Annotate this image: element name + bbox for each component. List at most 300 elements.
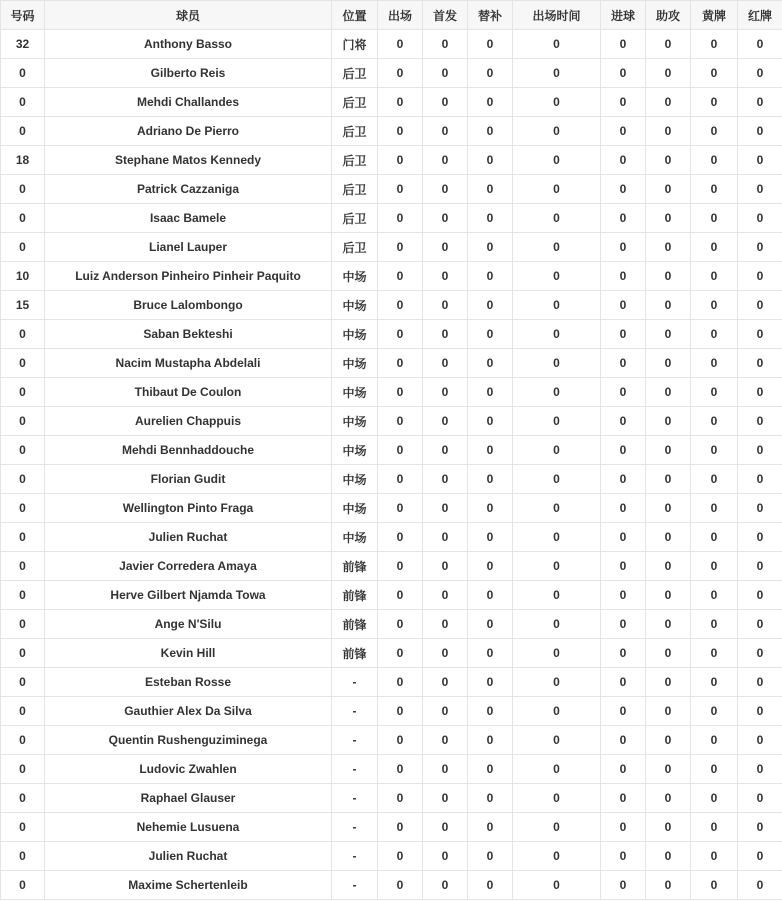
cell-goals: 0 [601, 842, 646, 871]
cell-assists: 0 [646, 320, 691, 349]
cell-number: 0 [1, 610, 45, 639]
cell-red: 0 [738, 755, 782, 784]
cell-minutes: 0 [513, 59, 601, 88]
cell-red: 0 [738, 465, 782, 494]
table-row [1, 726, 782, 755]
cell-apps: 0 [378, 639, 423, 668]
cell-assists: 0 [646, 668, 691, 697]
cell-subs: 0 [468, 436, 513, 465]
cell-apps: 0 [378, 755, 423, 784]
cell-yellow: 0 [691, 813, 738, 842]
cell-minutes: 0 [513, 88, 601, 117]
cell-goals: 0 [601, 407, 646, 436]
cell-apps: 0 [378, 436, 423, 465]
cell-assists: 0 [646, 813, 691, 842]
cell-apps: 0 [378, 117, 423, 146]
cell-number: 0 [1, 523, 45, 552]
cell-apps: 0 [378, 784, 423, 813]
cell-red: 0 [738, 175, 782, 204]
cell-subs: 0 [468, 204, 513, 233]
cell-subs: 0 [468, 871, 513, 900]
cell-yellow: 0 [691, 523, 738, 552]
cell-minutes: 0 [513, 30, 601, 59]
cell-number: 0 [1, 436, 45, 465]
cell-position: - [332, 813, 378, 842]
cell-number: 0 [1, 494, 45, 523]
cell-position: - [332, 871, 378, 900]
cell-goals: 0 [601, 726, 646, 755]
cell-starts: 0 [423, 755, 468, 784]
cell-goals: 0 [601, 784, 646, 813]
cell-minutes: 0 [513, 320, 601, 349]
cell-yellow: 0 [691, 117, 738, 146]
cell-assists: 0 [646, 146, 691, 175]
cell-starts: 0 [423, 552, 468, 581]
table-row [1, 784, 782, 813]
cell-yellow: 0 [691, 407, 738, 436]
cell-goals: 0 [601, 639, 646, 668]
cell-apps: 0 [378, 523, 423, 552]
cell-subs: 0 [468, 755, 513, 784]
cell-apps: 0 [378, 494, 423, 523]
cell-starts: 0 [423, 146, 468, 175]
cell-apps: 0 [378, 407, 423, 436]
cell-subs: 0 [468, 465, 513, 494]
cell-goals: 0 [601, 262, 646, 291]
cell-goals: 0 [601, 668, 646, 697]
cell-position: 后卫 [332, 204, 378, 233]
cell-subs: 0 [468, 117, 513, 146]
cell-red: 0 [738, 59, 782, 88]
cell-player: Gilberto Reis [45, 59, 332, 88]
table-header [1, 1, 782, 30]
column-header-position: 位置 [332, 1, 378, 30]
cell-player: Gauthier Alex Da Silva [45, 697, 332, 726]
cell-goals: 0 [601, 436, 646, 465]
cell-yellow: 0 [691, 378, 738, 407]
cell-minutes: 0 [513, 610, 601, 639]
cell-player: Saban Bekteshi [45, 320, 332, 349]
cell-position: 后卫 [332, 88, 378, 117]
cell-goals: 0 [601, 117, 646, 146]
cell-apps: 0 [378, 175, 423, 204]
cell-minutes: 0 [513, 175, 601, 204]
cell-minutes: 0 [513, 378, 601, 407]
table-row [1, 320, 782, 349]
cell-position: - [332, 726, 378, 755]
cell-yellow: 0 [691, 465, 738, 494]
cell-yellow: 0 [691, 291, 738, 320]
cell-red: 0 [738, 349, 782, 378]
cell-number: 0 [1, 117, 45, 146]
cell-subs: 0 [468, 813, 513, 842]
cell-starts: 0 [423, 581, 468, 610]
cell-goals: 0 [601, 291, 646, 320]
cell-player: Javier Corredera Amaya [45, 552, 332, 581]
cell-position: - [332, 668, 378, 697]
cell-subs: 0 [468, 668, 513, 697]
cell-number: 0 [1, 784, 45, 813]
table-row [1, 204, 782, 233]
cell-assists: 0 [646, 204, 691, 233]
cell-yellow: 0 [691, 639, 738, 668]
cell-subs: 0 [468, 639, 513, 668]
table-row [1, 842, 782, 871]
cell-yellow: 0 [691, 494, 738, 523]
cell-yellow: 0 [691, 233, 738, 262]
cell-yellow: 0 [691, 697, 738, 726]
cell-assists: 0 [646, 784, 691, 813]
cell-red: 0 [738, 784, 782, 813]
cell-player: Stephane Matos Kennedy [45, 146, 332, 175]
cell-position: 中场 [332, 494, 378, 523]
cell-number: 15 [1, 291, 45, 320]
cell-number: 0 [1, 697, 45, 726]
cell-assists: 0 [646, 726, 691, 755]
cell-apps: 0 [378, 30, 423, 59]
column-header-minutes: 出场时间 [513, 1, 601, 30]
cell-minutes: 0 [513, 291, 601, 320]
table-row [1, 697, 782, 726]
column-header-number: 号码 [1, 1, 45, 30]
cell-red: 0 [738, 523, 782, 552]
cell-subs: 0 [468, 552, 513, 581]
cell-position: 后卫 [332, 175, 378, 204]
table-row [1, 871, 782, 900]
cell-assists: 0 [646, 175, 691, 204]
cell-player: Adriano De Pierro [45, 117, 332, 146]
cell-player: Thibaut De Coulon [45, 378, 332, 407]
cell-number: 0 [1, 639, 45, 668]
cell-assists: 0 [646, 552, 691, 581]
cell-assists: 0 [646, 407, 691, 436]
cell-yellow: 0 [691, 175, 738, 204]
cell-player: Anthony Basso [45, 30, 332, 59]
cell-position: 后卫 [332, 117, 378, 146]
cell-red: 0 [738, 726, 782, 755]
cell-red: 0 [738, 88, 782, 117]
cell-goals: 0 [601, 697, 646, 726]
cell-apps: 0 [378, 552, 423, 581]
cell-goals: 0 [601, 88, 646, 117]
cell-position: 中场 [332, 378, 378, 407]
cell-position: 中场 [332, 349, 378, 378]
cell-assists: 0 [646, 378, 691, 407]
cell-goals: 0 [601, 146, 646, 175]
cell-number: 0 [1, 204, 45, 233]
cell-number: 0 [1, 320, 45, 349]
cell-position: 中场 [332, 523, 378, 552]
cell-player: Bruce Lalombongo [45, 291, 332, 320]
cell-goals: 0 [601, 581, 646, 610]
cell-starts: 0 [423, 639, 468, 668]
cell-minutes: 0 [513, 697, 601, 726]
cell-player: Wellington Pinto Fraga [45, 494, 332, 523]
cell-subs: 0 [468, 523, 513, 552]
cell-assists: 0 [646, 523, 691, 552]
cell-yellow: 0 [691, 581, 738, 610]
cell-position: 前锋 [332, 552, 378, 581]
cell-player: Quentin Rushenguziminega [45, 726, 332, 755]
cell-starts: 0 [423, 813, 468, 842]
cell-red: 0 [738, 610, 782, 639]
cell-starts: 0 [423, 88, 468, 117]
cell-minutes: 0 [513, 668, 601, 697]
cell-goals: 0 [601, 204, 646, 233]
cell-number: 0 [1, 668, 45, 697]
cell-yellow: 0 [691, 726, 738, 755]
cell-subs: 0 [468, 30, 513, 59]
cell-apps: 0 [378, 291, 423, 320]
cell-player: Kevin Hill [45, 639, 332, 668]
cell-yellow: 0 [691, 204, 738, 233]
cell-player: Ludovic Zwahlen [45, 755, 332, 784]
column-header-assists: 助攻 [646, 1, 691, 30]
cell-minutes: 0 [513, 465, 601, 494]
cell-starts: 0 [423, 349, 468, 378]
table-body [1, 30, 782, 900]
cell-subs: 0 [468, 784, 513, 813]
cell-red: 0 [738, 552, 782, 581]
cell-red: 0 [738, 842, 782, 871]
table-row [1, 117, 782, 146]
cell-goals: 0 [601, 349, 646, 378]
cell-apps: 0 [378, 88, 423, 117]
cell-assists: 0 [646, 349, 691, 378]
cell-starts: 0 [423, 668, 468, 697]
cell-subs: 0 [468, 842, 513, 871]
cell-number: 0 [1, 842, 45, 871]
cell-position: 前锋 [332, 639, 378, 668]
cell-minutes: 0 [513, 262, 601, 291]
cell-position: 中场 [332, 436, 378, 465]
cell-starts: 0 [423, 262, 468, 291]
cell-player: Isaac Bamele [45, 204, 332, 233]
cell-apps: 0 [378, 320, 423, 349]
cell-position: 后卫 [332, 59, 378, 88]
table-row [1, 610, 782, 639]
cell-number: 32 [1, 30, 45, 59]
cell-starts: 0 [423, 117, 468, 146]
cell-yellow: 0 [691, 755, 738, 784]
cell-red: 0 [738, 407, 782, 436]
cell-apps: 0 [378, 610, 423, 639]
cell-yellow: 0 [691, 668, 738, 697]
table-row [1, 291, 782, 320]
cell-starts: 0 [423, 523, 468, 552]
cell-apps: 0 [378, 697, 423, 726]
cell-minutes: 0 [513, 581, 601, 610]
cell-position: 后卫 [332, 146, 378, 175]
cell-red: 0 [738, 291, 782, 320]
cell-number: 0 [1, 726, 45, 755]
cell-player: Esteban Rosse [45, 668, 332, 697]
cell-yellow: 0 [691, 88, 738, 117]
cell-apps: 0 [378, 59, 423, 88]
cell-minutes: 0 [513, 552, 601, 581]
cell-subs: 0 [468, 494, 513, 523]
cell-yellow: 0 [691, 30, 738, 59]
cell-starts: 0 [423, 175, 468, 204]
cell-yellow: 0 [691, 262, 738, 291]
cell-player: Patrick Cazzaniga [45, 175, 332, 204]
cell-apps: 0 [378, 233, 423, 262]
cell-starts: 0 [423, 233, 468, 262]
cell-starts: 0 [423, 610, 468, 639]
cell-position: - [332, 755, 378, 784]
cell-red: 0 [738, 204, 782, 233]
cell-position: 门将 [332, 30, 378, 59]
cell-starts: 0 [423, 465, 468, 494]
table-row [1, 494, 782, 523]
cell-position: - [332, 842, 378, 871]
cell-subs: 0 [468, 59, 513, 88]
cell-goals: 0 [601, 30, 646, 59]
cell-subs: 0 [468, 378, 513, 407]
cell-starts: 0 [423, 30, 468, 59]
cell-apps: 0 [378, 581, 423, 610]
cell-apps: 0 [378, 204, 423, 233]
cell-position: - [332, 697, 378, 726]
table-row [1, 813, 782, 842]
cell-goals: 0 [601, 233, 646, 262]
cell-yellow: 0 [691, 784, 738, 813]
cell-player: Herve Gilbert Njamda Towa [45, 581, 332, 610]
cell-player: Luiz Anderson Pinheiro Pinheir Paquito [45, 262, 332, 291]
table-row [1, 146, 782, 175]
cell-number: 0 [1, 871, 45, 900]
cell-subs: 0 [468, 407, 513, 436]
cell-goals: 0 [601, 871, 646, 900]
cell-yellow: 0 [691, 842, 738, 871]
table-row [1, 233, 782, 262]
cell-number: 10 [1, 262, 45, 291]
cell-position: 中场 [332, 262, 378, 291]
table-row [1, 407, 782, 436]
cell-number: 18 [1, 146, 45, 175]
cell-goals: 0 [601, 59, 646, 88]
cell-assists: 0 [646, 465, 691, 494]
cell-player: Mehdi Challandes [45, 88, 332, 117]
cell-player: Julien Ruchat [45, 523, 332, 552]
cell-assists: 0 [646, 59, 691, 88]
cell-yellow: 0 [691, 552, 738, 581]
cell-red: 0 [738, 30, 782, 59]
column-header-yellow: 黄牌 [691, 1, 738, 30]
cell-number: 0 [1, 349, 45, 378]
cell-yellow: 0 [691, 871, 738, 900]
cell-apps: 0 [378, 146, 423, 175]
cell-starts: 0 [423, 378, 468, 407]
cell-number: 0 [1, 813, 45, 842]
cell-red: 0 [738, 320, 782, 349]
cell-apps: 0 [378, 813, 423, 842]
cell-goals: 0 [601, 755, 646, 784]
table-row [1, 552, 782, 581]
cell-position: 中场 [332, 465, 378, 494]
cell-player: Nacim Mustapha Abdelali [45, 349, 332, 378]
cell-position: 后卫 [332, 233, 378, 262]
cell-subs: 0 [468, 726, 513, 755]
table-row [1, 436, 782, 465]
cell-player: Lianel Lauper [45, 233, 332, 262]
cell-minutes: 0 [513, 146, 601, 175]
cell-starts: 0 [423, 871, 468, 900]
cell-assists: 0 [646, 233, 691, 262]
cell-assists: 0 [646, 117, 691, 146]
cell-minutes: 0 [513, 436, 601, 465]
cell-starts: 0 [423, 407, 468, 436]
cell-position: - [332, 784, 378, 813]
cell-subs: 0 [468, 697, 513, 726]
table-row [1, 755, 782, 784]
cell-goals: 0 [601, 175, 646, 204]
cell-minutes: 0 [513, 349, 601, 378]
cell-goals: 0 [601, 552, 646, 581]
column-header-goals: 进球 [601, 1, 646, 30]
cell-minutes: 0 [513, 726, 601, 755]
cell-minutes: 0 [513, 494, 601, 523]
cell-minutes: 0 [513, 204, 601, 233]
cell-player: Nehemie Lusuena [45, 813, 332, 842]
cell-player: Raphael Glauser [45, 784, 332, 813]
cell-goals: 0 [601, 320, 646, 349]
cell-player: Maxime Schertenleib [45, 871, 332, 900]
cell-subs: 0 [468, 262, 513, 291]
cell-red: 0 [738, 117, 782, 146]
cell-number: 0 [1, 233, 45, 262]
table-row [1, 581, 782, 610]
cell-number: 0 [1, 88, 45, 117]
cell-goals: 0 [601, 610, 646, 639]
cell-red: 0 [738, 146, 782, 175]
cell-yellow: 0 [691, 436, 738, 465]
cell-red: 0 [738, 813, 782, 842]
cell-number: 0 [1, 465, 45, 494]
cell-red: 0 [738, 639, 782, 668]
cell-player: Florian Gudit [45, 465, 332, 494]
column-header-subs: 替补 [468, 1, 513, 30]
cell-apps: 0 [378, 262, 423, 291]
cell-red: 0 [738, 697, 782, 726]
cell-subs: 0 [468, 349, 513, 378]
cell-red: 0 [738, 871, 782, 900]
table-row [1, 668, 782, 697]
cell-position: 中场 [332, 320, 378, 349]
cell-yellow: 0 [691, 59, 738, 88]
cell-apps: 0 [378, 871, 423, 900]
cell-red: 0 [738, 436, 782, 465]
cell-position: 前锋 [332, 610, 378, 639]
cell-subs: 0 [468, 88, 513, 117]
cell-assists: 0 [646, 610, 691, 639]
cell-assists: 0 [646, 436, 691, 465]
cell-red: 0 [738, 494, 782, 523]
cell-starts: 0 [423, 784, 468, 813]
cell-apps: 0 [378, 842, 423, 871]
cell-starts: 0 [423, 726, 468, 755]
cell-yellow: 0 [691, 610, 738, 639]
cell-player: Aurelien Chappuis [45, 407, 332, 436]
cell-assists: 0 [646, 494, 691, 523]
cell-number: 0 [1, 175, 45, 204]
cell-goals: 0 [601, 494, 646, 523]
header-row [1, 1, 782, 30]
cell-position: 中场 [332, 291, 378, 320]
cell-yellow: 0 [691, 320, 738, 349]
table-row [1, 59, 782, 88]
column-header-starts: 首发 [423, 1, 468, 30]
